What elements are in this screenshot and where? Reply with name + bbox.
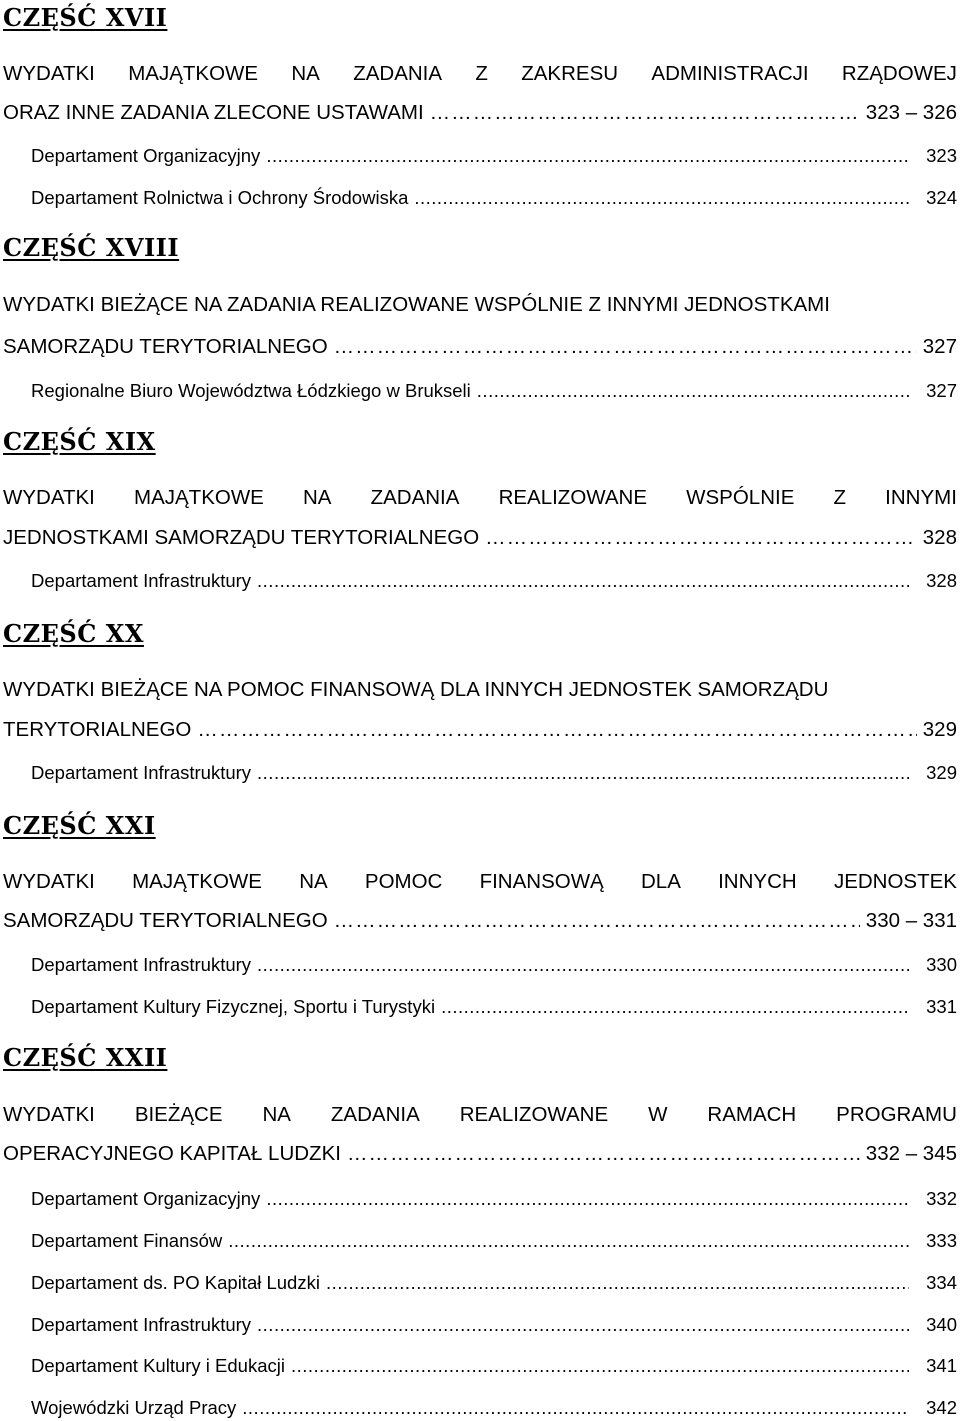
title-word: JEDNOSTEK: [833, 870, 957, 893]
part-heading: CZĘŚĆ XXII: [3, 1043, 168, 1072]
title-word: ZADANIA: [330, 1103, 420, 1126]
part-title-entry[interactable]: [3, 716, 957, 744]
dot-leader: [328, 333, 917, 361]
dot-leader: [320, 1270, 909, 1296]
title-word: WYDATKI BIEŻĄCE NA POMOC FINANSOWĄ DLA INNYCH JEDNOSTEK SAMORZĄDU: [3, 678, 829, 701]
dot-leader: [435, 994, 909, 1020]
part-title-entry[interactable]: [3, 333, 957, 361]
entry-page: 324: [926, 187, 957, 208]
entry-label: Departament Rolnictwa i Ochrony Środowiska: [31, 187, 409, 208]
entry-label: Departament Infrastruktury: [31, 954, 252, 975]
part-heading: CZĘŚĆ XVIII: [3, 233, 180, 262]
title-word: NA: [299, 870, 328, 893]
title-word: NA: [291, 62, 320, 85]
dot-leader: [424, 99, 860, 127]
part-title-line: [3, 291, 957, 319]
part-title-line: [3, 676, 957, 704]
part-heading: CZĘŚĆ XX: [3, 619, 144, 648]
title-word: ZADANIA: [370, 486, 460, 509]
entry-page: 327: [926, 380, 957, 401]
dot-leader: [236, 1395, 909, 1421]
entry-page: 333: [926, 1230, 957, 1251]
toc-entry[interactable]: [31, 994, 957, 1020]
toc-entry[interactable]: [31, 143, 957, 169]
dot-leader: [479, 524, 917, 552]
dot-leader: [251, 568, 909, 594]
title-word: WYDATKI: [3, 486, 95, 509]
title-word: NA: [262, 1103, 291, 1126]
toc-entry[interactable]: [31, 760, 957, 786]
toc-entry[interactable]: [31, 1186, 957, 1212]
title-word: PROGRAMU: [836, 1103, 957, 1126]
page-range: 330 – 331: [865, 909, 957, 932]
entry-label: Departament Organizacyjny: [31, 1188, 261, 1209]
entry-page: 323: [926, 145, 957, 166]
title-word: POMOC: [364, 870, 443, 893]
dot-leader: [251, 760, 909, 786]
entry-page: 328: [926, 570, 957, 591]
dot-leader: [251, 1312, 909, 1338]
title-word: WYDATKI: [3, 870, 95, 893]
part-title-line: [3, 60, 957, 88]
entry-page: 342: [926, 1397, 957, 1418]
dot-leader: [285, 1353, 909, 1379]
title-word: W: [648, 1103, 668, 1126]
title-word: MAJĄTKOWE: [134, 486, 264, 509]
page-range: 327: [922, 335, 957, 358]
part-title-entry[interactable]: [3, 907, 957, 935]
dot-leader: [251, 952, 909, 978]
toc-entry[interactable]: [31, 1312, 957, 1338]
toc-entry[interactable]: [31, 1228, 957, 1254]
dot-leader: [341, 1140, 860, 1168]
entry-page: 331: [926, 996, 957, 1017]
entry-page: 334: [926, 1272, 957, 1293]
part-title-text: JEDNOSTKAMI SAMORZĄDU TERYTORIALNEGO: [3, 526, 480, 549]
title-word: INNYCH: [718, 870, 797, 893]
dot-leader: [408, 185, 909, 211]
part-title-line: [3, 484, 957, 512]
part-title-text: SAMORZĄDU TERYTORIALNEGO: [3, 335, 328, 358]
dot-leader: [260, 1186, 909, 1212]
toc-entry[interactable]: [31, 1395, 957, 1421]
dot-leader: [471, 378, 909, 404]
title-word: WYDATKI: [3, 62, 95, 85]
entry-label: Departament Kultury Fizycznej, Sportu i Turystyki: [31, 996, 436, 1017]
entry-page: 341: [926, 1355, 957, 1376]
title-word: MAJĄTKOWE: [128, 62, 259, 85]
page-range: 328: [922, 526, 957, 549]
part-title-line: [3, 1101, 957, 1129]
entry-page: 332: [926, 1188, 957, 1209]
title-word: REALIZOWANE: [459, 1103, 609, 1126]
title-word: ADMINISTRACJI: [651, 62, 809, 85]
toc-entry[interactable]: [31, 1270, 957, 1296]
title-word: ZADANIA: [353, 62, 443, 85]
page-range: 332 – 345: [865, 1142, 957, 1165]
entry-label: Departament Finansów: [31, 1230, 223, 1251]
toc-entry[interactable]: [31, 378, 957, 404]
title-word: MAJĄTKOWE: [132, 870, 262, 893]
part-title-entry[interactable]: [3, 1140, 957, 1168]
part-title-entry[interactable]: [3, 99, 957, 127]
part-heading: CZĘŚĆ XIX: [3, 427, 156, 456]
part-title-text: ORAZ INNE ZADANIA ZLECONE USTAWAMI: [3, 101, 424, 124]
toc-entry[interactable]: [31, 568, 957, 594]
dot-leader: [222, 1228, 909, 1254]
dot-leader: [260, 143, 909, 169]
title-word: BIEŻĄCE: [134, 1103, 223, 1126]
title-word: RZĄDOWEJ: [841, 62, 957, 85]
part-title-text: SAMORZĄDU TERYTORIALNEGO: [3, 909, 328, 932]
title-word: Z: [475, 62, 488, 85]
part-title-entry[interactable]: [3, 524, 957, 552]
title-word: DLA: [640, 870, 681, 893]
entry-label: Departament Infrastruktury: [31, 1314, 252, 1335]
part-heading: CZĘŚĆ XVII: [3, 3, 168, 32]
title-word: INNYMI: [885, 486, 957, 509]
entry-page: 330: [926, 954, 957, 975]
part-title-line: [3, 868, 957, 896]
title-word: ZAKRESU: [521, 62, 619, 85]
entry-label: Wojewódzki Urząd Pracy: [31, 1397, 237, 1418]
toc-entry[interactable]: [31, 185, 957, 211]
toc-entry[interactable]: [31, 1353, 957, 1379]
page-range: 329: [922, 718, 957, 741]
title-word: Z: [833, 486, 847, 509]
toc-entry[interactable]: [31, 952, 957, 978]
title-word: FINANSOWĄ: [479, 870, 604, 893]
dot-leader: [191, 716, 916, 744]
entry-label: Departament Infrastruktury: [31, 762, 252, 783]
dot-leader: [328, 907, 860, 935]
title-word: NA: [302, 486, 332, 509]
entry-label: Departament ds. PO Kapitał Ludzki: [31, 1272, 320, 1293]
title-word: WYDATKI: [3, 1103, 95, 1126]
entry-label: Departament Kultury i Edukacji: [31, 1355, 285, 1376]
page-range: 323 – 326: [865, 101, 957, 124]
entry-label: Regionalne Biuro Województwa Łódzkiego w Brukseli: [31, 380, 471, 401]
entry-page: 329: [926, 762, 957, 783]
title-word: REALIZOWANE: [498, 486, 648, 509]
part-title-text: TERYTORIALNEGO: [3, 718, 192, 741]
entry-label: Departament Infrastruktury: [31, 570, 252, 591]
entry-page: 340: [926, 1314, 957, 1335]
title-word: WYDATKI BIEŻĄCE NA ZADANIA REALIZOWANE WSPÓLNIE Z INNYMI JEDNOSTKAMI: [3, 293, 830, 316]
part-title-text: OPERACYJNEGO KAPITAŁ LUDZKI: [3, 1142, 341, 1165]
entry-label: Departament Organizacyjny: [31, 145, 261, 166]
part-heading: CZĘŚĆ XXI: [3, 811, 156, 840]
title-word: WSPÓLNIE: [686, 486, 795, 509]
title-word: RAMACH: [707, 1103, 797, 1126]
